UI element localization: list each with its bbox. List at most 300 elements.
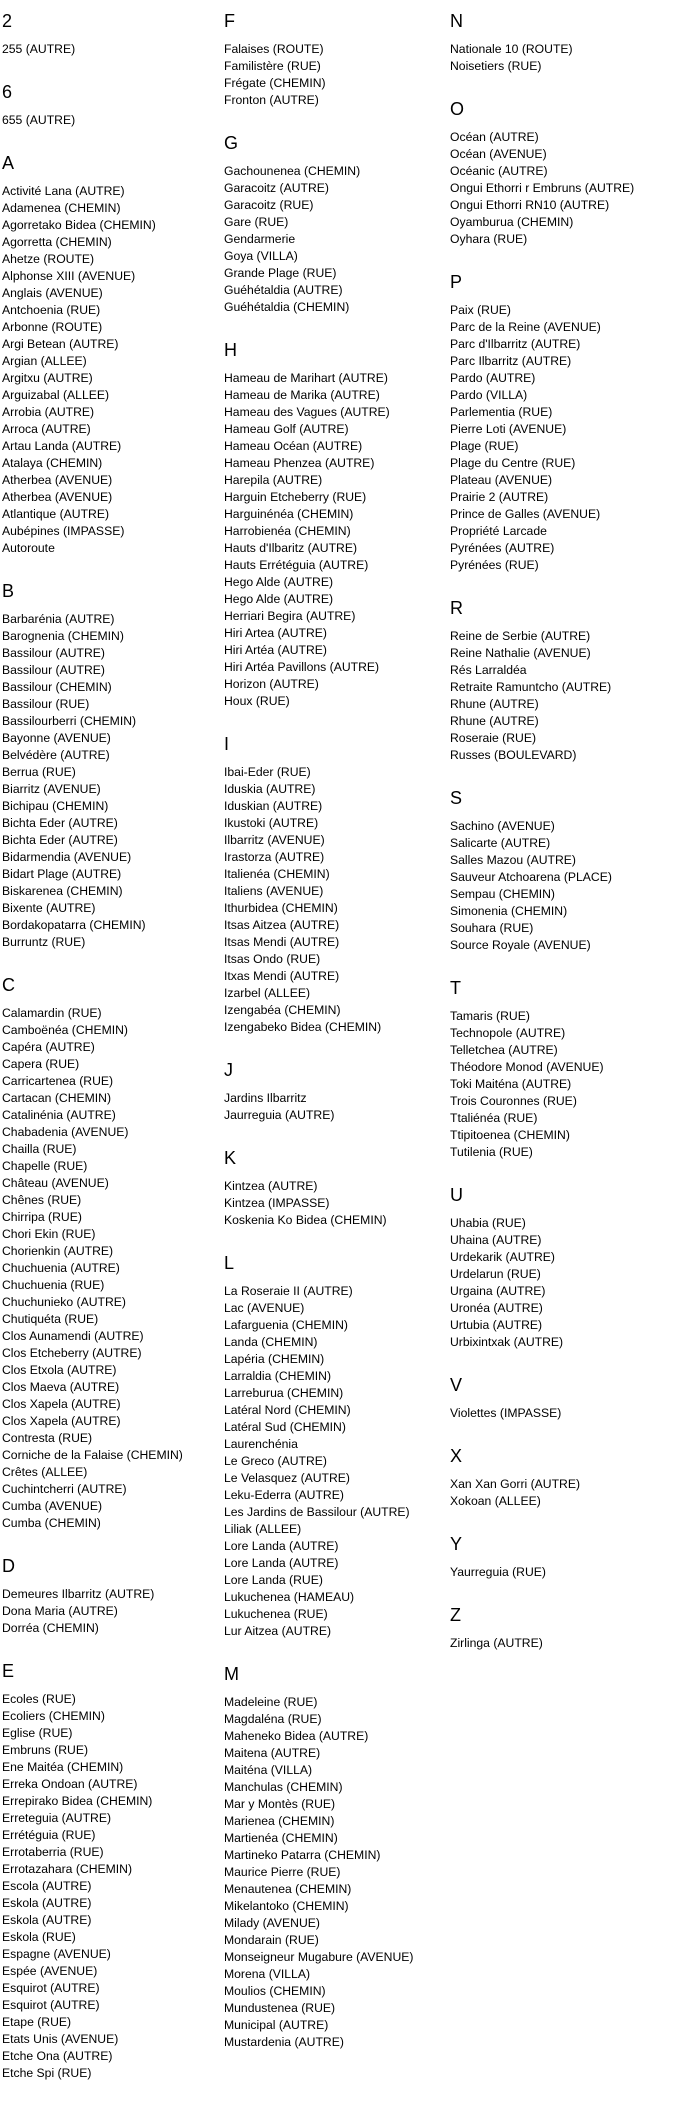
street-link[interactable]: Le Velasquez (AUTRE): [224, 1471, 350, 1485]
street-link[interactable]: Hameau de Marika (AUTRE): [224, 388, 380, 402]
street-link[interactable]: Oyhara (RUE): [450, 232, 528, 246]
street-link[interactable]: Izengabéa (CHEMIN): [224, 1003, 341, 1017]
street-link[interactable]: Théodore Monod (AVENUE): [450, 1060, 604, 1074]
street-link[interactable]: Lapéria (CHEMIN): [224, 1352, 325, 1366]
street-link[interactable]: Chorienkin (AUTRE): [2, 1244, 114, 1258]
street-link[interactable]: Ilbarritz (AVENUE): [224, 833, 325, 847]
street-link[interactable]: Hiri Artéa Pavillons (AUTRE): [224, 660, 380, 674]
street-link[interactable]: Ongui Ethorri RN10 (AUTRE): [450, 198, 610, 212]
letter-group: [2, 81, 224, 129]
street-link[interactable]: Guéhétaldia (AUTRE): [224, 283, 343, 297]
street-link[interactable]: Argian (ALLEE): [2, 354, 87, 368]
street-link[interactable]: Capera (RUE): [2, 1057, 80, 1071]
street-link[interactable]: Harepila (AUTRE): [224, 473, 323, 487]
letter-heading: Y: [450, 1534, 463, 1554]
street-link[interactable]: Aubépines (IMPASSE): [2, 524, 125, 538]
street-link[interactable]: Biskarenea (CHEMIN): [2, 884, 123, 898]
street-link[interactable]: Uronéa (AUTRE): [450, 1301, 543, 1315]
street-link[interactable]: Etats Unis (AVENUE): [2, 2032, 119, 2046]
street-link[interactable]: Leku-Ederra (AUTRE): [224, 1488, 344, 1502]
street-column-1: [2, 10, 224, 2105]
street-link[interactable]: Parc Ilbarritz (AUTRE): [450, 354, 572, 368]
street-link[interactable]: Capéra (AUTRE): [2, 1040, 95, 1054]
street-link[interactable]: Chori Ekin (RUE): [2, 1227, 96, 1241]
street-link[interactable]: Clos Xapela (AUTRE): [2, 1414, 121, 1428]
street-link[interactable]: Errotaberria (RUE): [2, 1845, 104, 1859]
street-link[interactable]: Moulios (CHEMIN): [224, 1984, 326, 1998]
street-link[interactable]: Herriari Begira (AUTRE): [224, 609, 356, 623]
street-link[interactable]: Clos Xapela (AUTRE): [2, 1397, 121, 1411]
street-link[interactable]: Violettes (IMPASSE): [450, 1406, 562, 1420]
street-link[interactable]: Trois Couronnes (RUE): [450, 1094, 577, 1108]
street-link[interactable]: Yaurreguia (RUE): [450, 1565, 546, 1579]
street-link[interactable]: Hiri Artea (AUTRE): [224, 626, 327, 640]
street-link[interactable]: Hameau Golf (AUTRE): [224, 422, 349, 436]
street-link[interactable]: Escola (AUTRE): [2, 1879, 92, 1893]
street-link[interactable]: Reine de Serbie (AUTRE): [450, 629, 591, 643]
letter-heading: V: [450, 1375, 463, 1395]
street-link[interactable]: Parc de la Reine (AVENUE): [450, 320, 601, 334]
street-link[interactable]: Esquirot (AUTRE): [2, 1998, 100, 2012]
street-link[interactable]: Mustardenia (AUTRE): [224, 2035, 344, 2049]
street-link[interactable]: Horizon (AUTRE): [224, 677, 319, 691]
street-link[interactable]: Iduskian (AUTRE): [224, 799, 323, 813]
letter-heading: L: [224, 1253, 235, 1273]
street-link[interactable]: Château (AVENUE): [2, 1176, 109, 1190]
letter-group: [2, 152, 224, 557]
street-link[interactable]: Espée (AVENUE): [2, 1964, 98, 1978]
street-link[interactable]: Autoroute: [2, 541, 55, 555]
street-link[interactable]: Océanic (AUTRE): [450, 164, 548, 178]
letter-group: [224, 339, 450, 710]
street-link[interactable]: Jaurreguia (AUTRE): [224, 1108, 335, 1122]
street-link[interactable]: Ttaliénéa (RUE): [450, 1111, 538, 1125]
street-link[interactable]: Cumba (CHEMIN): [2, 1516, 101, 1530]
letter-heading: I: [224, 734, 230, 754]
street-link[interactable]: Dona Maria (AUTRE): [2, 1604, 118, 1618]
street-link[interactable]: Atlantique (AUTRE): [2, 507, 110, 521]
street-link[interactable]: Ttipitoenea (CHEMIN): [450, 1128, 570, 1142]
street-link[interactable]: Cartacan (CHEMIN): [2, 1091, 112, 1105]
street-link[interactable]: Urbixintxak (AUTRE): [450, 1335, 564, 1349]
street-link[interactable]: Itxas Mendi (AUTRE): [224, 969, 340, 983]
street-link[interactable]: Bichta Eder (AUTRE): [2, 816, 118, 830]
street-link[interactable]: Dorréa (CHEMIN): [2, 1621, 99, 1635]
street-link[interactable]: Familistère (RUE): [224, 59, 321, 73]
street-link[interactable]: Espagne (AVENUE): [2, 1947, 111, 1961]
letter-group: [224, 733, 450, 1036]
street-link[interactable]: Latéral Nord (CHEMIN): [224, 1403, 351, 1417]
street-link[interactable]: Xokoan (ALLEE): [450, 1494, 541, 1508]
street-link[interactable]: Sauveur Atchoarena (PLACE): [450, 870, 612, 884]
letter-group: [450, 787, 673, 954]
street-link[interactable]: Pyrénées (AUTRE): [450, 541, 555, 555]
street-link[interactable]: Gendarmerie: [224, 232, 296, 246]
street-link[interactable]: Municipal (AUTRE): [224, 2018, 329, 2032]
street-link[interactable]: Plateau (AVENUE): [450, 473, 553, 487]
letter-group: [224, 10, 450, 109]
street-link[interactable]: Ithurbidea (CHEMIN): [224, 901, 338, 915]
letter-heading: A: [2, 153, 15, 173]
letter-heading: J: [224, 1060, 233, 1080]
street-link[interactable]: Anglais (AVENUE): [2, 286, 103, 300]
street-link[interactable]: Océan (AVENUE): [450, 147, 547, 161]
street-link[interactable]: Grande Plage (RUE): [224, 266, 337, 280]
street-link[interactable]: Lac (AVENUE): [224, 1301, 305, 1315]
street-link[interactable]: Noisetiers (RUE): [450, 59, 542, 73]
letter-heading: B: [2, 581, 15, 601]
street-link[interactable]: Maheneko Bidea (AUTRE): [224, 1729, 369, 1743]
letter-heading: R: [450, 598, 463, 618]
street-link[interactable]: Hameau Phenzea (AUTRE): [224, 456, 375, 470]
street-link[interactable]: Izengabeko Bidea (CHEMIN): [224, 1020, 382, 1034]
letter-group: [450, 1374, 673, 1422]
street-link[interactable]: Milady (AVENUE): [224, 1916, 320, 1930]
street-link[interactable]: Lore Landa (AUTRE): [224, 1539, 339, 1553]
street-link[interactable]: Chapelle (RUE): [2, 1159, 88, 1173]
street-link[interactable]: Guéhétaldia (CHEMIN): [224, 300, 350, 314]
street-link[interactable]: Irastorza (AUTRE): [224, 850, 325, 864]
street-link[interactable]: Clos Aunamendi (AUTRE): [2, 1329, 144, 1343]
street-link[interactable]: Nationale 10 (ROUTE): [450, 42, 573, 56]
street-link[interactable]: Urtubia (AUTRE): [450, 1318, 543, 1332]
street-link[interactable]: Ecoliers (CHEMIN): [2, 1709, 105, 1723]
street-link[interactable]: Eskola (AUTRE): [2, 1913, 92, 1927]
street-link[interactable]: Eskola (AUTRE): [2, 1896, 92, 1910]
street-link[interactable]: Bassilour (AUTRE): [2, 663, 105, 677]
street-link[interactable]: Larreburua (CHEMIN): [224, 1386, 344, 1400]
street-link[interactable]: Chailla (RUE): [2, 1142, 77, 1156]
street-link[interactable]: Xan Xan Gorri (AUTRE): [450, 1477, 581, 1491]
letter-heading: Z: [450, 1605, 461, 1625]
street-link[interactable]: Hauts Errétéguia (AUTRE): [224, 558, 369, 572]
street-link[interactable]: Hameau Océan (AUTRE): [224, 439, 363, 453]
street-link[interactable]: Argitxu (AUTRE): [2, 371, 93, 385]
letter-group: [2, 580, 224, 951]
street-link[interactable]: Maiténa (VILLA): [224, 1763, 313, 1777]
letter-heading: T: [450, 978, 461, 998]
street-link[interactable]: Menautenea (CHEMIN): [224, 1882, 352, 1896]
street-link[interactable]: Hiri Artéa (AUTRE): [224, 643, 327, 657]
street-link[interactable]: Erreka Ondoan (AUTRE): [2, 1777, 138, 1791]
street-link[interactable]: Sempau (CHEMIN): [450, 887, 555, 901]
street-link[interactable]: Camboënéa (CHEMIN): [2, 1023, 128, 1037]
street-link[interactable]: Propriété Larcade: [450, 524, 547, 538]
letter-group: [450, 1533, 673, 1581]
street-link[interactable]: Atherbea (AVENUE): [2, 473, 113, 487]
street-link[interactable]: Harrobienéa (CHEMIN): [224, 524, 351, 538]
street-link[interactable]: Itsas Aitzea (AUTRE): [224, 918, 340, 932]
street-link[interactable]: Sachino (AVENUE): [450, 819, 555, 833]
street-link[interactable]: Garacoitz (RUE): [224, 198, 314, 212]
street-link[interactable]: Lur Aitzea (AUTRE): [224, 1624, 332, 1638]
street-link[interactable]: Bidart Plage (AUTRE): [2, 867, 122, 881]
street-link[interactable]: 655 (AUTRE): [2, 113, 76, 127]
street-link[interactable]: Urdekarik (AUTRE): [450, 1250, 555, 1264]
street-link[interactable]: Landa (CHEMIN): [224, 1335, 318, 1349]
street-link[interactable]: Demeures Ilbarritz (AUTRE): [2, 1587, 155, 1601]
street-link[interactable]: Alphonse XIII (AVENUE): [2, 269, 136, 283]
street-link[interactable]: Ecoles (RUE): [2, 1692, 76, 1706]
letter-heading: E: [2, 1661, 15, 1681]
letter-heading: X: [450, 1446, 463, 1466]
street-link[interactable]: Barbarénia (AUTRE): [2, 612, 115, 626]
street-link[interactable]: Clos Etxola (AUTRE): [2, 1363, 117, 1377]
street-link[interactable]: Technopole (AUTRE): [450, 1026, 566, 1040]
letter-group: [450, 271, 673, 574]
street-link[interactable]: Pardo (AUTRE): [450, 371, 536, 385]
street-link[interactable]: Hego Alde (AUTRE): [224, 575, 334, 589]
street-link[interactable]: Cumba (AVENUE): [2, 1499, 103, 1513]
street-link[interactable]: Zirlinga (AUTRE): [450, 1636, 543, 1650]
letter-heading: 6: [2, 82, 13, 102]
street-link[interactable]: Artau Landa (AUTRE): [2, 439, 122, 453]
street-link[interactable]: Carricartenea (RUE): [2, 1074, 114, 1088]
street-link[interactable]: Laurenchénia: [224, 1437, 298, 1451]
street-link[interactable]: Rhune (AUTRE): [450, 714, 539, 728]
street-link[interactable]: Uhaina (AUTRE): [450, 1233, 542, 1247]
street-link[interactable]: Russes (BOULEVARD): [450, 748, 577, 762]
letter-group: [224, 1147, 450, 1229]
street-link[interactable]: Antchoenia (RUE): [2, 303, 101, 317]
street-link[interactable]: Frégate (CHEMIN): [224, 76, 326, 90]
street-link[interactable]: Cuchintcherri (AUTRE): [2, 1482, 127, 1496]
street-link[interactable]: Monseigneur Mugabure (AVENUE): [224, 1950, 414, 1964]
street-link[interactable]: Gachounenea (CHEMIN): [224, 164, 361, 178]
street-link[interactable]: Barognenia (CHEMIN): [2, 629, 124, 643]
street-link[interactable]: Chutiquéta (RUE): [2, 1312, 99, 1326]
street-link[interactable]: Clos Maeva (AUTRE): [2, 1380, 120, 1394]
street-link[interactable]: Reine Nathalie (AVENUE): [450, 646, 591, 660]
street-link[interactable]: Chuchuenia (AUTRE): [2, 1261, 120, 1275]
street-link[interactable]: Burruntz (RUE): [2, 935, 86, 949]
street-link[interactable]: Contresta (RUE): [2, 1431, 93, 1445]
letter-group: [450, 1604, 673, 1652]
street-link[interactable]: Bichta Eder (AUTRE): [2, 833, 118, 847]
street-link[interactable]: Martineko Patarra (CHEMIN): [224, 1848, 381, 1862]
street-link[interactable]: Ikustoki (AUTRE): [224, 816, 319, 830]
street-link[interactable]: Bayonne (AVENUE): [2, 731, 111, 745]
street-link[interactable]: Kintzea (IMPASSE): [224, 1196, 330, 1210]
street-link[interactable]: Arrobia (AUTRE): [2, 405, 95, 419]
street-link[interactable]: Oyamburua (CHEMIN): [450, 215, 574, 229]
street-link[interactable]: Plage du Centre (RUE): [450, 456, 576, 470]
street-link[interactable]: Bidarmendia (AVENUE): [2, 850, 132, 864]
letter-heading: K: [224, 1148, 237, 1168]
street-link[interactable]: Telletchea (AUTRE): [450, 1043, 558, 1057]
street-link[interactable]: Corniche de la Falaise (CHEMIN): [2, 1448, 183, 1462]
street-link[interactable]: Hauts d'Ilbaritz (AUTRE): [224, 541, 358, 555]
street-link[interactable]: Bassilour (RUE): [2, 697, 90, 711]
street-link[interactable]: Source Royale (AVENUE): [450, 938, 591, 952]
street-link[interactable]: Italiens (AVENUE): [224, 884, 324, 898]
street-link[interactable]: Hego Alde (AUTRE): [224, 592, 334, 606]
street-link[interactable]: Italienéa (CHEMIN): [224, 867, 330, 881]
street-link[interactable]: Jardins Ilbarritz: [224, 1091, 307, 1105]
street-link[interactable]: Hameau des Vagues (AUTRE): [224, 405, 390, 419]
street-link[interactable]: Toki Maiténa (AUTRE): [450, 1077, 572, 1091]
street-link[interactable]: Clos Etcheberry (AUTRE): [2, 1346, 142, 1360]
street-link[interactable]: Océan (AUTRE): [450, 130, 539, 144]
street-link[interactable]: Atalaya (CHEMIN): [2, 456, 103, 470]
street-link[interactable]: Chabadenia (AVENUE): [2, 1125, 129, 1139]
letter-heading: P: [450, 272, 463, 292]
street-link[interactable]: Chirripa (RUE): [2, 1210, 82, 1224]
street-link[interactable]: Bixente (AUTRE): [2, 901, 96, 915]
street-link[interactable]: Bassilourberri (CHEMIN): [2, 714, 137, 728]
street-link[interactable]: Garacoitz (AUTRE): [224, 181, 329, 195]
letter-group: [2, 1660, 224, 2082]
street-link[interactable]: Bassilour (AUTRE): [2, 646, 105, 660]
street-link[interactable]: Kintzea (AUTRE): [224, 1179, 318, 1193]
street-link[interactable]: Liliak (ALLEE): [224, 1522, 302, 1536]
street-link[interactable]: Mundustenea (RUE): [224, 2001, 336, 2015]
letter-heading: C: [2, 975, 15, 995]
street-link[interactable]: Roseraie (RUE): [450, 731, 537, 745]
street-link[interactable]: Errotazahara (CHEMIN): [2, 1862, 133, 1876]
street-link[interactable]: Salles Mazou (AUTRE): [450, 853, 576, 867]
street-link[interactable]: Embruns (RUE): [2, 1743, 89, 1757]
street-link[interactable]: Lukuchenea (RUE): [224, 1607, 328, 1621]
street-link[interactable]: Activité Lana (AUTRE): [2, 184, 125, 198]
street-link[interactable]: Chuchuenia (RUE): [2, 1278, 105, 1292]
street-link[interactable]: Pardo (VILLA): [450, 388, 528, 402]
street-link[interactable]: Berrua (RUE): [2, 765, 76, 779]
street-link[interactable]: Calamardin (RUE): [2, 1006, 102, 1020]
letter-group: [450, 1445, 673, 1510]
street-link[interactable]: Morena (VILLA): [224, 1967, 311, 1981]
street-link[interactable]: Etche Ona (AUTRE): [2, 2049, 113, 2063]
letter-heading: H: [224, 340, 237, 360]
street-link[interactable]: Hameau de Marihart (AUTRE): [224, 371, 388, 385]
street-link[interactable]: Larraldia (CHEMIN): [224, 1369, 331, 1383]
street-link[interactable]: Prince de Galles (AVENUE): [450, 507, 601, 521]
street-link[interactable]: Catalinénia (AUTRE): [2, 1108, 116, 1122]
street-link[interactable]: Arbonne (ROUTE): [2, 320, 103, 334]
street-link[interactable]: Lore Landa (AUTRE): [224, 1556, 339, 1570]
street-link[interactable]: Urgaina (AUTRE): [450, 1284, 546, 1298]
street-link[interactable]: Chênes (RUE): [2, 1193, 82, 1207]
street-link[interactable]: Pyrénées (RUE): [450, 558, 539, 572]
street-link[interactable]: Latéral Sud (CHEMIN): [224, 1420, 346, 1434]
letter-group: [224, 1663, 450, 2051]
letter-group: [2, 974, 224, 1532]
street-link[interactable]: Pierre Loti (AVENUE): [450, 422, 567, 436]
street-link[interactable]: Goya (VILLA): [224, 249, 298, 263]
street-link[interactable]: Bichipau (CHEMIN): [2, 799, 109, 813]
street-link[interactable]: Paix (RUE): [450, 303, 511, 317]
street-link[interactable]: Madeleine (RUE): [224, 1695, 318, 1709]
street-link[interactable]: Iduskia (AUTRE): [224, 782, 316, 796]
street-link[interactable]: Prairie 2 (AUTRE): [450, 490, 549, 504]
street-link[interactable]: Adamenea (CHEMIN): [2, 201, 121, 215]
street-link[interactable]: Lukuchenea (HAMEAU): [224, 1590, 355, 1604]
street-column-2: [224, 10, 450, 2074]
street-link[interactable]: Falaises (ROUTE): [224, 42, 324, 56]
street-link[interactable]: Arguizabal (ALLEE): [2, 388, 110, 402]
street-link[interactable]: Chuchunieko (AUTRE): [2, 1295, 126, 1309]
street-link[interactable]: Atherbea (AVENUE): [2, 490, 113, 504]
street-link[interactable]: Magdaléna (RUE): [224, 1712, 322, 1726]
street-column-3: [450, 10, 673, 1675]
street-link[interactable]: Arroca (AUTRE): [2, 422, 91, 436]
street-link[interactable]: Mondarain (RUE): [224, 1933, 319, 1947]
street-link[interactable]: Le Greco (AUTRE): [224, 1454, 327, 1468]
street-link[interactable]: Itsas Mendi (AUTRE): [224, 935, 340, 949]
street-link[interactable]: Ongui Ethorri r Embruns (AUTRE): [450, 181, 635, 195]
letter-group: [450, 1184, 673, 1351]
street-link[interactable]: Ene Maitéa (CHEMIN): [2, 1760, 124, 1774]
street-link[interactable]: Souhara (RUE): [450, 921, 534, 935]
letter-heading: O: [450, 99, 465, 119]
street-link[interactable]: Urdelarun (RUE): [450, 1267, 541, 1281]
street-link[interactable]: Maurice Pierre (RUE): [224, 1865, 341, 1879]
street-link[interactable]: Tutilenia (RUE): [450, 1145, 533, 1159]
street-link[interactable]: Belvédère (AUTRE): [2, 748, 110, 762]
street-link[interactable]: Crêtes (ALLEE): [2, 1465, 88, 1479]
street-link[interactable]: Mikelantoko (CHEMIN): [224, 1899, 349, 1913]
street-link[interactable]: Agorretako Bidea (CHEMIN): [2, 218, 156, 232]
street-link[interactable]: Errepirako Bidea (CHEMIN): [2, 1794, 153, 1808]
street-link[interactable]: Koskenia Ko Bidea (CHEMIN): [224, 1213, 387, 1227]
street-link[interactable]: Marienea (CHEMIN): [224, 1814, 335, 1828]
street-link[interactable]: Parc d'Ilbarritz (AUTRE): [450, 337, 581, 351]
street-link[interactable]: Fronton (AUTRE): [224, 93, 319, 107]
street-link[interactable]: Gare (RUE): [224, 215, 289, 229]
street-link[interactable]: Maitena (AUTRE): [224, 1746, 321, 1760]
street-link[interactable]: Etape (RUE): [2, 2015, 72, 2029]
street-link[interactable]: Biarritz (AVENUE): [2, 782, 101, 796]
street-link[interactable]: Houx (RUE): [224, 694, 290, 708]
street-link[interactable]: Les Jardins de Bassilour (AUTRE): [224, 1505, 410, 1519]
street-link[interactable]: Bordakopatarra (CHEMIN): [2, 918, 146, 932]
street-link[interactable]: Argi Betean (AUTRE): [2, 337, 119, 351]
street-link[interactable]: Salicarte (AUTRE): [450, 836, 551, 850]
street-link[interactable]: Erreteguia (AUTRE): [2, 1811, 112, 1825]
letter-group: [450, 98, 673, 248]
street-link[interactable]: Lafarguenia (CHEMIN): [224, 1318, 348, 1332]
street-link[interactable]: Izarbel (ALLEE): [224, 986, 311, 1000]
street-link[interactable]: Errétéguia (RUE): [2, 1828, 96, 1842]
street-link[interactable]: Ibai-Eder (RUE): [224, 765, 311, 779]
street-link[interactable]: Plage (RUE): [450, 439, 519, 453]
street-link[interactable]: Martienéa (CHEMIN): [224, 1831, 338, 1845]
street-link[interactable]: Harguin Etcheberry (RUE): [224, 490, 367, 504]
street-link[interactable]: Agorretta (CHEMIN): [2, 235, 112, 249]
street-link[interactable]: Eskola (RUE): [2, 1930, 76, 1944]
street-link[interactable]: Harguinénéa (CHEMIN): [224, 507, 354, 521]
street-link[interactable]: Mar y Montès (RUE): [224, 1797, 336, 1811]
street-link[interactable]: Rés Larraldéa: [450, 663, 527, 677]
street-link[interactable]: Lore Landa (RUE): [224, 1573, 323, 1587]
street-link[interactable]: Bassilour (CHEMIN): [2, 680, 112, 694]
street-link[interactable]: Rhune (AUTRE): [450, 697, 539, 711]
street-link[interactable]: Esquirot (AUTRE): [2, 1981, 100, 1995]
street-link[interactable]: Manchulas (CHEMIN): [224, 1780, 343, 1794]
street-link[interactable]: Etche Spi (RUE): [2, 2066, 92, 2080]
street-link[interactable]: La Roseraie II (AUTRE): [224, 1284, 353, 1298]
street-link[interactable]: Retraite Ramuntcho (AUTRE): [450, 680, 612, 694]
street-link[interactable]: Itsas Ondo (RUE): [224, 952, 321, 966]
street-link[interactable]: Uhabia (RUE): [450, 1216, 526, 1230]
street-link[interactable]: Tamaris (RUE): [450, 1009, 530, 1023]
street-link[interactable]: Simonenia (CHEMIN): [450, 904, 568, 918]
street-link[interactable]: Ahetze (ROUTE): [2, 252, 95, 266]
street-link[interactable]: Parlementia (RUE): [450, 405, 553, 419]
letter-heading: D: [2, 1556, 15, 1576]
street-link[interactable]: Eglise (RUE): [2, 1726, 73, 1740]
street-link[interactable]: 255 (AUTRE): [2, 42, 76, 56]
